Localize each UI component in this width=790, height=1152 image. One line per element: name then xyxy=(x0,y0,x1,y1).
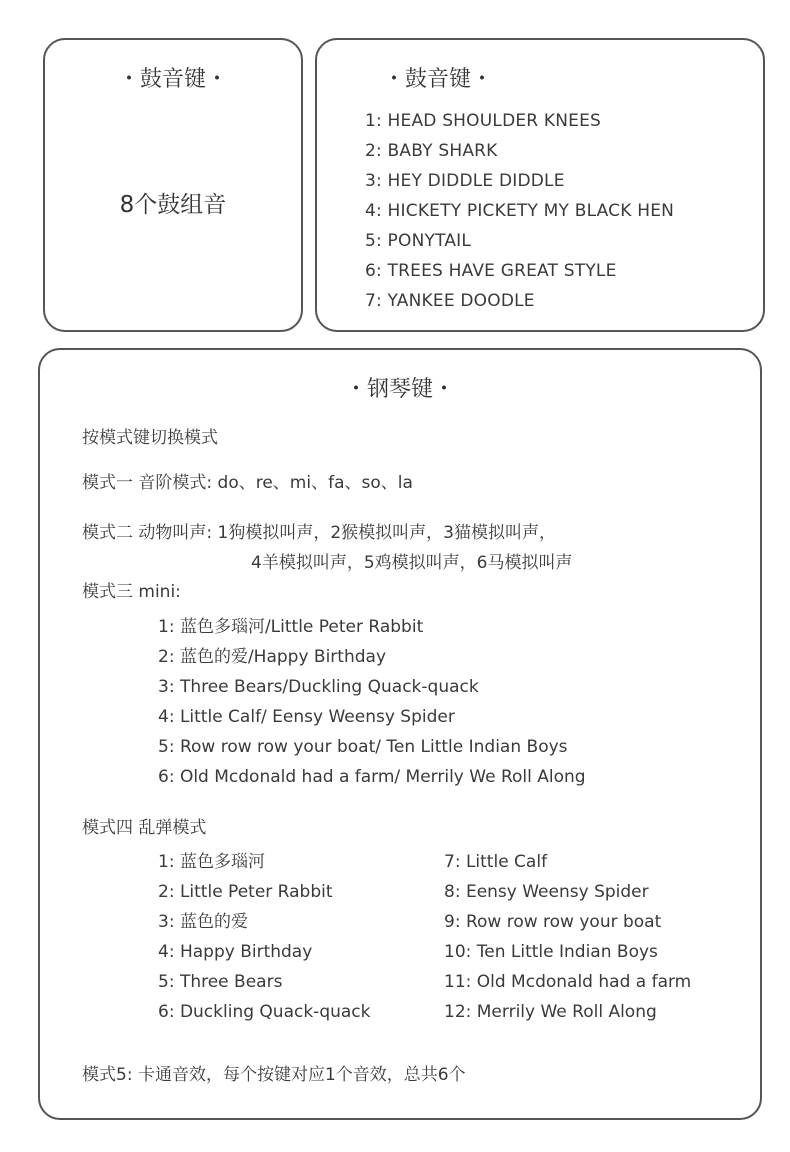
mode3-mini: 模式三 mini: xyxy=(82,582,181,602)
drum-song-item: 5: PONYTAIL xyxy=(365,231,472,251)
piano-keys-title: ・钢琴键・ xyxy=(344,377,455,402)
mini-song-list xyxy=(158,612,586,792)
random-song-item: 1: 蓝色多瑙河 xyxy=(158,852,265,872)
random-song-item: 4: Happy Birthday xyxy=(158,942,313,962)
drum-song-item: 6: TREES HAVE GREAT STYLE xyxy=(365,261,617,281)
random-song-item: 12: Merrily We Roll Along xyxy=(444,1002,657,1022)
drum-song-item: 7: YANKEE DOODLE xyxy=(365,291,535,311)
mini-song-item: 5: Row row row your boat/ Ten Little Indian Boys xyxy=(158,737,568,757)
random-song-item: 7: Little Calf xyxy=(444,852,548,872)
mode-switch-intro: 按模式键切换模式 xyxy=(82,428,218,448)
drum-songs-title: ・鼓音键・ xyxy=(383,67,494,92)
random-song-list-left xyxy=(158,847,371,1027)
random-song-item: 9: Row row row your boat xyxy=(444,912,662,932)
mode5-cartoon-sounds: 模式5: 卡通音效，每个按键对应1个音效，总共6个 xyxy=(82,1065,466,1085)
mini-song-item: 4: Little Calf/ Eensy Weensy Spider xyxy=(158,707,455,727)
piano-keys-panel xyxy=(38,348,762,1120)
drum-song-list xyxy=(365,106,674,316)
drum-song-item: 2: BABY SHARK xyxy=(365,141,498,161)
mini-song-item: 1: 蓝色多瑙河/Little Peter Rabbit xyxy=(158,617,424,637)
drum-song-item: 4: HICKETY PICKETY MY BLACK HEN xyxy=(365,201,675,221)
random-song-list-right xyxy=(444,847,691,1027)
mode2-animal-sounds-cont: 4羊模拟叫声，5鸡模拟叫声，6马模拟叫声 xyxy=(251,553,573,573)
random-song-item: 2: Little Peter Rabbit xyxy=(158,882,333,902)
random-song-item: 5: Three Bears xyxy=(158,972,283,992)
random-song-item: 11: Old Mcdonald had a farm xyxy=(444,972,692,992)
drum-song-item: 1: HEAD SHOULDER KNEES xyxy=(365,111,602,131)
mini-song-item: 6: Old Mcdonald had a farm/ Merrily We Roll Along xyxy=(158,767,586,787)
drum-song-item: 3: HEY DIDDLE DIDDLE xyxy=(365,171,565,191)
random-song-item: 8: Eensy Weensy Spider xyxy=(444,882,649,902)
random-song-item: 10: Ten Little Indian Boys xyxy=(444,942,658,962)
drum-keys-title: ・鼓音键・ xyxy=(117,67,228,92)
mini-song-item: 2: 蓝色的爱/Happy Birthday xyxy=(158,647,387,667)
mini-song-item: 3: Three Bears/Duckling Quack-quack xyxy=(158,677,479,697)
drum-songs-panel xyxy=(315,38,765,332)
mode2-animal-sounds: 模式二 动物叫声: 1狗模拟叫声，2猴模拟叫声，3猫模拟叫声， xyxy=(82,523,556,543)
random-song-item: 6: Duckling Quack-quack xyxy=(158,1002,371,1022)
mode4-random: 模式四 乱弹模式 xyxy=(82,818,207,838)
mode1-scale: 模式一 音阶模式: do、re、mi、fa、so、la xyxy=(82,473,413,493)
random-song-item: 3: 蓝色的爱 xyxy=(158,912,248,932)
drum-keys-panel xyxy=(43,38,303,332)
drum-kit-description: 8个鼓组音 xyxy=(119,192,227,218)
